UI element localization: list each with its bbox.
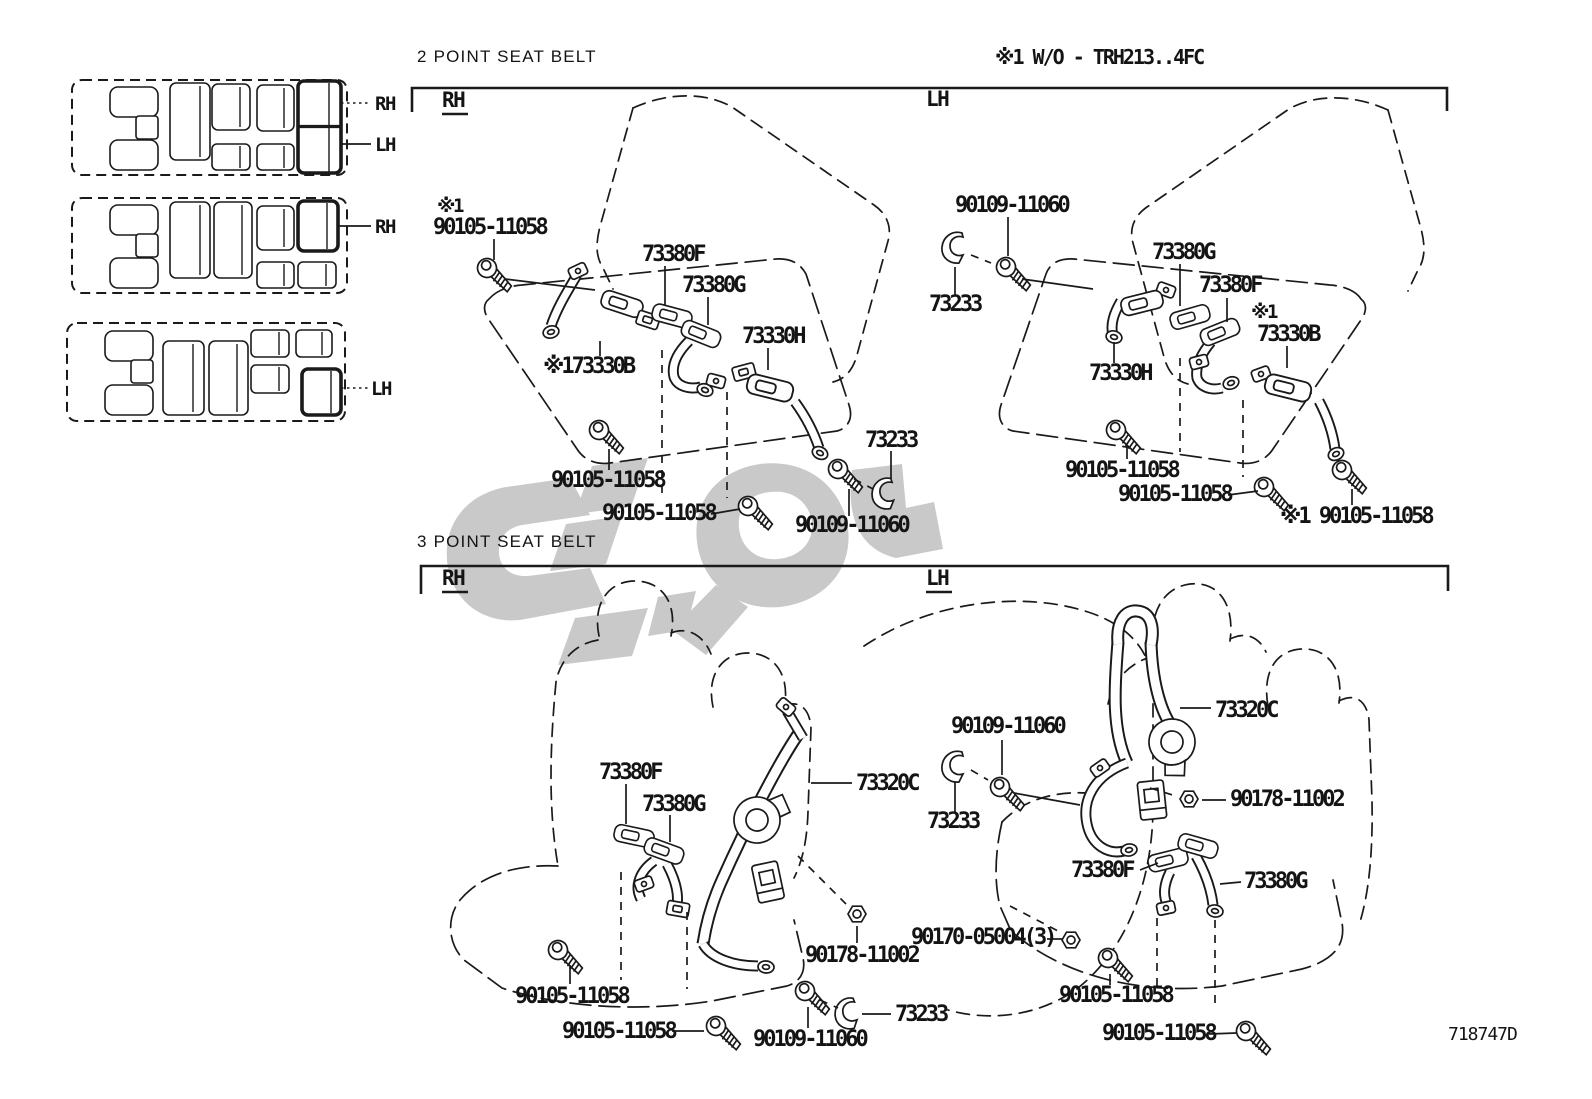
screw-bolt-icon [585,417,630,454]
reference-dashed-line [971,770,988,780]
seat-backrest-outline [551,640,598,866]
leader-line [1220,882,1241,884]
screw-bolt-icon [992,254,1037,291]
part-label: 73233 [927,809,979,834]
leader-line [1014,793,1080,805]
seat-backrest-edge [597,108,633,289]
screw-bolt-icon [1094,945,1139,982]
drawing-3pt-lh [911,584,1372,1055]
part-label: 73330B [1257,322,1319,347]
part-label: 73320C [856,771,918,796]
van-layout-2 [72,198,347,293]
part-label: 90105-11058 [1118,482,1231,507]
part-label: 90105-11058 [1065,458,1178,483]
part-label: 73380G [1244,869,1306,894]
van1-lh-label: LH [375,134,395,156]
leader-line [1228,491,1258,495]
nut-icon [1180,791,1198,807]
part-label: 73380F [1199,273,1261,298]
screw-bolt-icon [791,978,836,1015]
van3-highlight-block [302,369,341,415]
seat-backrest-edge [1388,110,1424,291]
van1-rh-label: RH [375,93,395,115]
part-label: 90105-11058 [515,984,628,1009]
drawing-2pt-rh [433,96,918,538]
screw-bolt-icon [473,255,518,292]
seat-cushion-outline [485,259,851,464]
part-label: 73380F [1071,858,1133,883]
part-label: 90109-11060 [753,1027,866,1052]
cover-clip-icon [833,997,858,1030]
seat-backrest-outline [1339,698,1372,922]
screw-bolt-icon [1102,417,1147,454]
screw-bolt-icon [1232,1018,1277,1055]
anchor-plate-icon [567,262,588,280]
part-label: 90178-11002 [1230,787,1343,812]
van2-highlight-block [298,201,338,251]
reference-dashed-line [971,255,991,263]
belt-retractor-icon [1143,715,1198,779]
belt-end-loop-icon [1120,843,1138,858]
belt-buckle-icon [1263,373,1313,403]
belt-end-loop-icon [1221,375,1240,392]
screw-bolt-icon [734,493,779,530]
section-two-point [412,45,1447,538]
cover-clip-icon [942,751,963,782]
part-label: 73330H [1089,361,1151,386]
headrest-outline [1152,584,1231,658]
reference-dashed-line [798,856,846,904]
part-label: 90109-11060 [795,513,908,538]
part-label: 73380G [642,792,704,817]
screw-bolt-icon [986,774,1031,811]
part-label: 90105-11058 [562,1019,675,1044]
section-title-3pt: 3 POINT SEAT BELT [417,532,597,551]
anchor-plate-icon [1189,354,1209,370]
part-label: 90109-11060 [951,714,1064,739]
headrest-outline [711,653,785,709]
part-label: 73380G [682,273,744,298]
belt-strap [1086,763,1127,852]
part-label: ※173330B [543,354,634,379]
part-label: ※1 [437,195,462,217]
van-layout-1 [72,80,347,175]
nut-icon [1062,932,1080,948]
side-label-2pt-lh: LH [926,87,949,111]
part-label: 73380F [599,760,661,785]
part-label: 90105-11058 [551,468,664,493]
part-label: 73380F [642,242,704,267]
belt-strap [551,275,577,326]
van3-lh-label: LH [371,378,391,400]
section-three-point [417,532,1448,1055]
anchor-plate-icon [1156,900,1176,915]
drawing-3pt-rh [451,581,1153,1052]
part-label: 90109-11060 [955,193,1068,218]
seat-cushion-outline [1000,259,1366,464]
belt-end-loop-icon [1206,904,1224,919]
nut-icon [848,906,866,922]
belt-latch-bracket-icon [1137,780,1167,821]
screw-bolt-icon [544,937,589,974]
part-label: 73233 [929,292,981,317]
part-label: 73320C [1215,698,1277,723]
part-label: 73233 [865,428,917,453]
part-label: 90178-11002 [805,943,918,968]
side-label-3pt-rh: RH [442,566,465,590]
part-label: 73233 [895,1002,947,1027]
part-label: 90105-11058 [1059,983,1172,1008]
screw-bolt-icon [702,1013,747,1050]
belt-latch-bracket-icon [751,861,784,904]
belt-end-loop-icon [542,324,561,340]
part-label: 90105-11058 [433,215,546,240]
drawing-number: 718747D [1448,1024,1517,1045]
leader-line [1022,279,1093,289]
belt-end-loop-icon [758,960,775,973]
part-label: 73330H [742,324,804,349]
part-label: ※1 90105-11058 [1280,504,1432,529]
belt-buckle-icon [745,373,795,403]
section-title-2pt: 2 POINT SEAT BELT [417,47,597,66]
cover-clip-icon [942,232,963,263]
van-layout-3 [67,323,345,421]
seating-layout-key [67,80,396,421]
belt-buckle-icon [1119,289,1164,317]
side-label-3pt-lh: LH [926,566,949,590]
part-label: 90170-05004(3) [911,925,1055,950]
headrest-outline [1267,649,1340,706]
part-label: ※1 [1251,301,1276,323]
part-label: 90105-11058 [602,501,715,526]
side-label-2pt-rh: RH [442,88,465,112]
screw-bolt-icon [1328,457,1373,494]
watermark-shape-8 [851,464,943,558]
part-label: 73380G [1152,240,1214,265]
belt-buckle-icon [1168,303,1211,330]
part-label: 90105-11058 [1102,1021,1215,1046]
section-note-2pt: ※1 W/O - TRH213..4FC [995,45,1204,69]
drawing-2pt-lh [929,98,1433,529]
watermark-shape-5 [558,608,648,665]
van2-rh-label: RH [375,216,395,238]
seat-backrest-outline [1230,635,1266,652]
